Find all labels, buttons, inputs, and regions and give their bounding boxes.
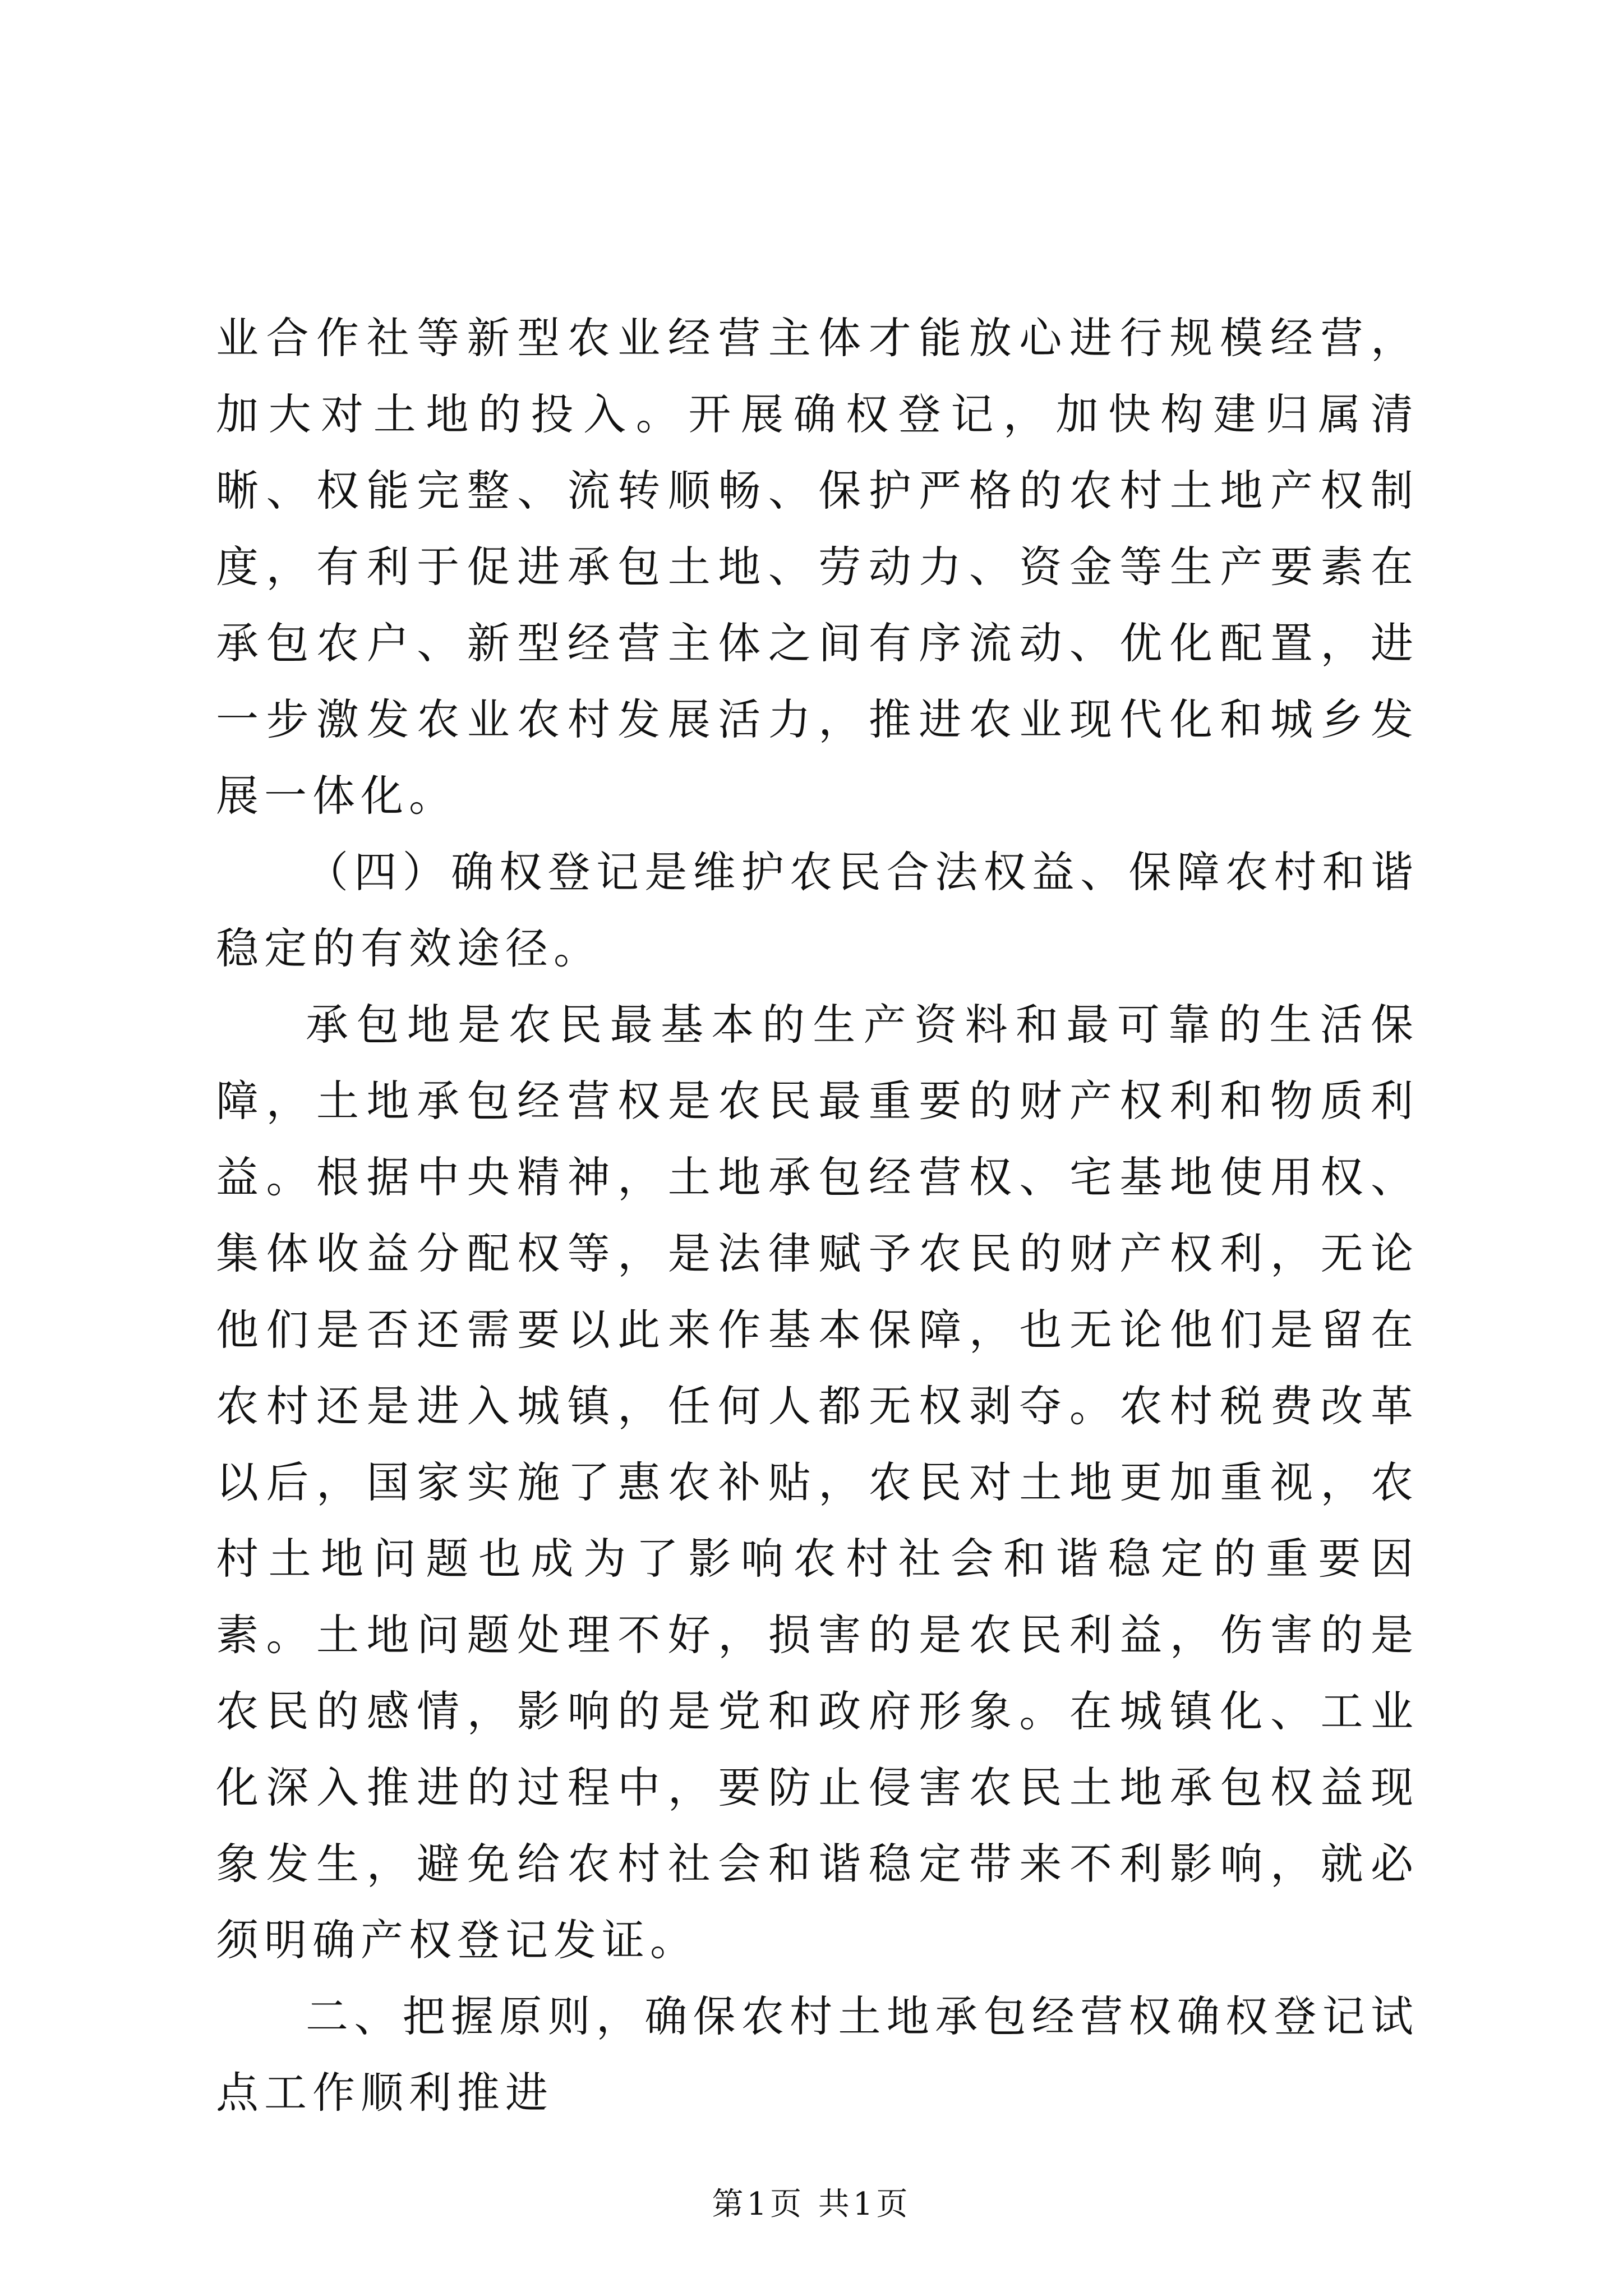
paragraph-body: 承包地是农民最基本的生产资料和最可靠的生活保障，土地承包经营权是农民最重要的财产权利和物质利益。根据中央精神，土地承包经营权、宅基地使用权、集体收益分配权等，是法律赋予农民的财产权利，无论他们是否还需要以此来作基本保障，也无论他们是留在农村还是进入城镇，任何人都无权剥夺。农村税费改革以后，国家实施了惠农补贴，农民对土地更加重视，农村土地问题也成为了影响农村社会和谐稳定的重要因素。土地问题处理不好，损害的是农民利益，伤害的是农民的感情，影响的是党和政府形象。在城镇化、工业化深入推进的过程中，要防止侵害农民土地承包权益现象发生，避免给农村社会和谐稳定带来不利影响，就必须明确产权登记发证。 — [216, 1000, 1419, 1965]
paragraph-continuation: 业合作社等新型农业经营主体才能放心进行规模经营，加大对土地的投入。开展确权登记，加快构建归属清晰、权能完整、流转顺畅、保护严格的农村土地产权制度，有利于促进承包土地、劳动力、资金等生产要素在承包农户、新型经营主体之间有序流动、优化配置，进一步激发农业农村发展活力，推进农业现代化和城乡发展一体化。 — [216, 313, 1419, 821]
page-footer: 第1页 共1页 — [712, 2186, 911, 2223]
section-heading-two: 二、把握原则，确保农村土地承包经营权确权登记试点工作顺利推进 — [216, 1991, 1419, 2118]
document-body — [216, 300, 1419, 2131]
subheading-four: （四）确权登记是维护农民合法权益、保障农村和谐稳定的有效途径。 — [216, 847, 1419, 973]
